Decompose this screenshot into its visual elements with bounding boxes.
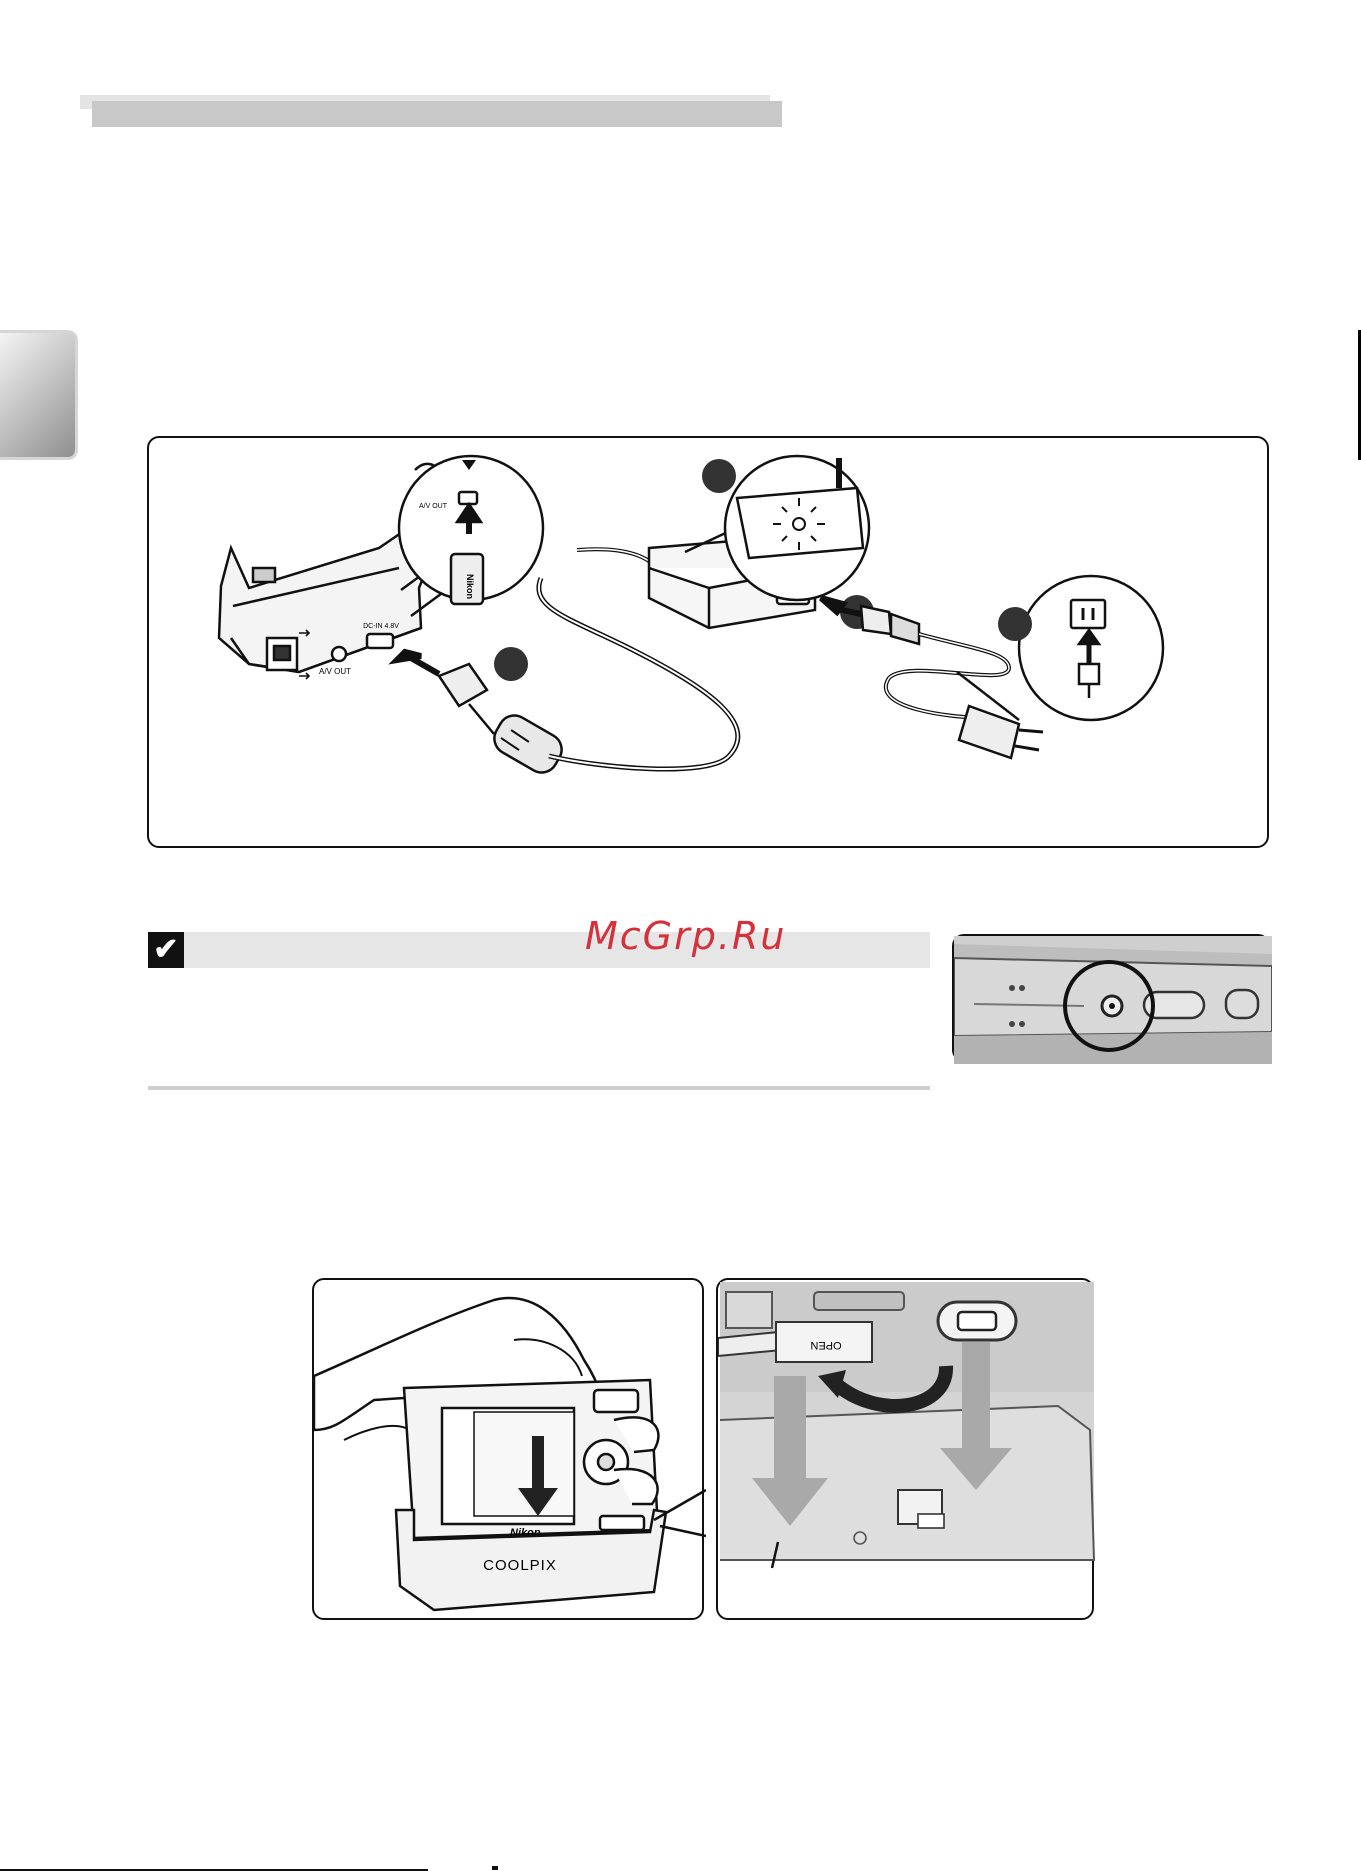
camera-model-label: COOLPIX [483,1557,557,1574]
power-lamp-figure [952,934,1270,1062]
dc-plug [439,664,567,778]
connector-detail-illustration [718,1280,1096,1622]
dock-dc-in-label: DC-IN 4.8V [363,623,399,630]
wall-plug [959,706,1043,758]
power-lamp-illustration [954,936,1272,1064]
step-marker-1 [494,647,528,681]
door-open-label: OPEN [810,1339,842,1351]
insert-camera-figure [312,1278,704,1620]
connector-detail-figure [716,1278,1094,1620]
arrow-icon [397,652,439,674]
outlet-callout [957,576,1163,720]
callout-av-out-label: A/V OUT [419,503,448,510]
watermark: McGrp.Ru [585,914,787,958]
camera-brand-label: Nikon [510,1527,541,1539]
connection-figure [147,436,1269,848]
camera [404,1380,658,1538]
footer-rule [0,1869,428,1871]
plug-brand-label: Nikon [465,574,475,600]
chapter-tab [0,330,78,460]
footer-mark [492,1866,498,1870]
step-marker-4 [998,607,1032,641]
note-divider [148,1086,930,1090]
section-title-bar [92,101,782,127]
insert-camera-illustration [314,1280,706,1622]
step-marker-3 [702,459,736,493]
connection-illustration [149,438,1271,850]
dock-av-out-label: A/V OUT [318,667,352,676]
note-header-bar [148,932,930,968]
checkmark-icon: ✔ [148,932,184,968]
